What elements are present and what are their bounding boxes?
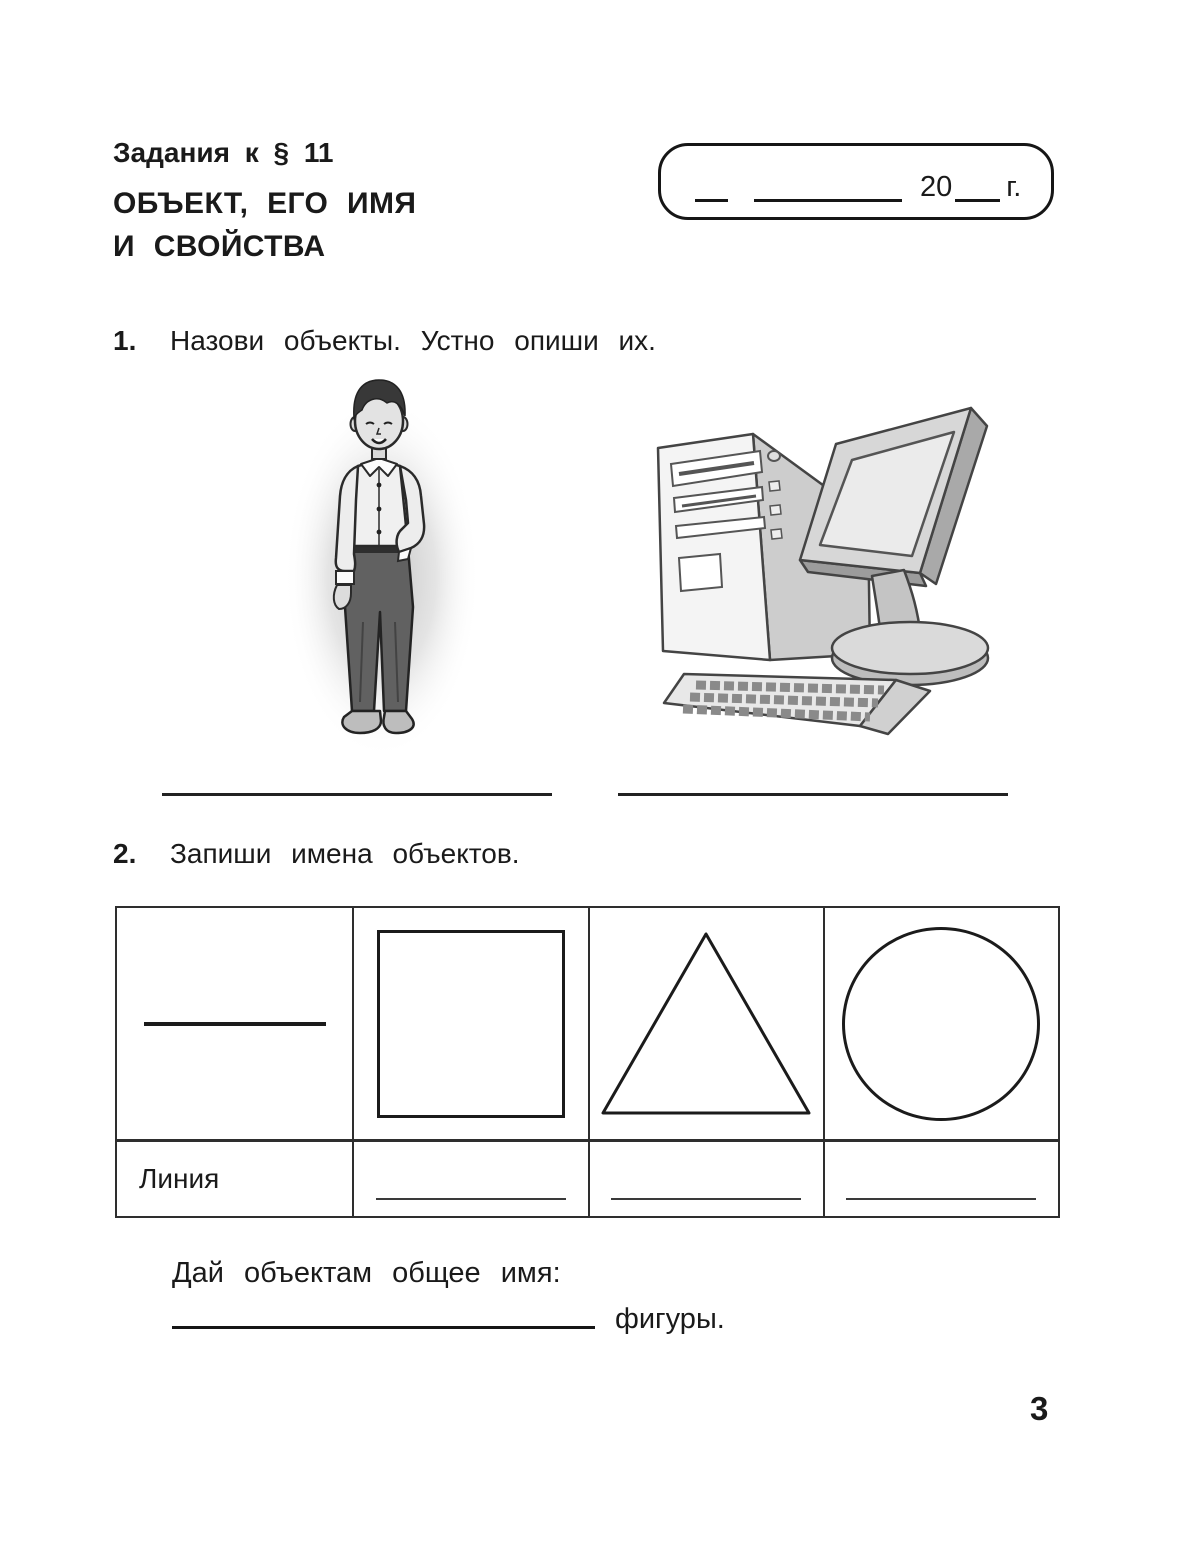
common-name-blank bbox=[172, 1326, 595, 1329]
table-cell-triangle-shape bbox=[588, 908, 823, 1139]
section-title: Задания к § 11 bbox=[113, 137, 334, 168]
answer-line-computer bbox=[618, 793, 1008, 796]
task-1 bbox=[113, 325, 656, 357]
triangle-name-blank bbox=[611, 1198, 801, 1200]
chapter-title-line2: И СВОЙСТВА bbox=[113, 230, 326, 263]
table-cell-circle-name bbox=[823, 1139, 1058, 1216]
task-1-number: 1. bbox=[113, 325, 137, 356]
common-name-prompt: Дай объектам общее имя: bbox=[172, 1257, 561, 1289]
line-shape bbox=[144, 1022, 326, 1026]
date-year-suffix: г. bbox=[1006, 171, 1022, 203]
date-day-blank bbox=[695, 199, 728, 202]
answer-line-boy bbox=[162, 793, 552, 796]
square-shape bbox=[377, 930, 565, 1118]
task-2-number: 2. bbox=[113, 838, 137, 869]
objects-table bbox=[115, 906, 1060, 1218]
task-1-text: Назови объекты. Устно опиши их. bbox=[170, 325, 656, 356]
line-label: Линия bbox=[139, 1163, 220, 1194]
common-name-suffix: фигуры. bbox=[615, 1302, 725, 1335]
desktop-computer-illustration bbox=[616, 386, 1040, 748]
square-name-blank bbox=[376, 1198, 566, 1200]
triangle-shape bbox=[600, 931, 812, 1117]
date-year-blank bbox=[955, 199, 1000, 202]
circle-shape bbox=[842, 927, 1040, 1121]
boy-illustration bbox=[283, 372, 495, 764]
table-cell-line-label bbox=[117, 1139, 352, 1216]
task-2 bbox=[113, 838, 520, 870]
common-name-row bbox=[172, 1296, 725, 1334]
page-number: 3 bbox=[1030, 1390, 1049, 1427]
task-2-text: Запиши имена объектов. bbox=[170, 838, 520, 869]
chapter-title bbox=[113, 182, 416, 268]
chapter-title-line1: ОБЪЕКТ, ЕГО ИМЯ bbox=[113, 187, 417, 220]
table-cell-circle-shape bbox=[823, 908, 1058, 1139]
date-month-blank bbox=[754, 199, 902, 202]
table-cell-line-shape bbox=[117, 908, 352, 1139]
table-cell-square-shape bbox=[352, 908, 587, 1139]
table-cell-triangle-name bbox=[588, 1139, 823, 1216]
date-year-prefix: 20 bbox=[920, 171, 953, 203]
date-box bbox=[658, 143, 1054, 220]
table-cell-square-name bbox=[352, 1139, 587, 1216]
circle-name-blank bbox=[846, 1198, 1036, 1200]
